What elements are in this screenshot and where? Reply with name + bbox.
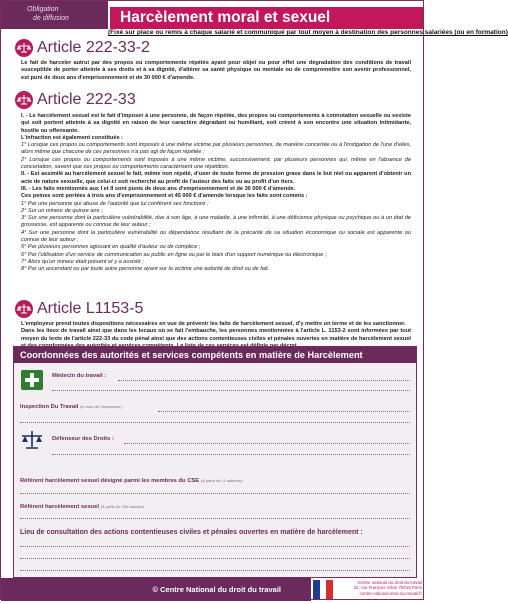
coordinates-title: Coordonnées des autorités et services compétents en matière de Harcèlement <box>14 347 416 363</box>
coordinates-box <box>13 346 417 578</box>
list-item: 8° Par un ascendant ou par toute autre personne ayant sur la victime une autorité de droit ou de fait. <box>21 266 270 273</box>
scales-icon <box>15 39 33 57</box>
article-paragraph: I. - Le harcèlement sexuel est le fait d'imposer à une personne, de façon répétée, des propos ou comportements à connotation sexuelle ou sexiste qui soit portent atteinte à sa dignité en raison de leur caractère dégradant ou humiliant, soit créent à son encontre une situation intimidante, hostile ou offensante. <box>21 113 411 134</box>
list-item: 2° Sur un mineur de quinze ans ; <box>21 207 103 214</box>
referent-label <box>20 504 147 510</box>
footer-address-line: Centre national du droit du travail <box>357 580 422 585</box>
referent-field[interactable] <box>20 518 410 519</box>
article-paragraph: L'employeur prend toutes dispositions nécessaires en vue de prévenir les faits de harcèlement sexuel, d'y mettre un terme et de les sanctionner. <box>21 321 406 327</box>
article-text-2 <box>21 113 411 274</box>
french-flag-icon <box>313 580 333 599</box>
lieu-label: Lieu de consultation des actions contentieuses civiles et pénales ouvertes en matière de harcèlement : <box>20 529 363 536</box>
footer-website-link[interactable]: centre-national-droit-du-travail.fr <box>359 590 422 596</box>
footer-address-line: 22, rue François Villon 75015 Paris <box>353 585 422 591</box>
medecin-label: Médecin du travail : <box>52 373 107 379</box>
article-paragraph: III. - Les faits mentionnés aux I et II sont punis de deux ans d'emprisonnement et de 30 000 € d'amende. <box>21 185 296 192</box>
medecin-field-line2[interactable] <box>52 390 410 391</box>
article-number: Article 222-33 <box>37 91 136 108</box>
scales-icon <box>15 300 33 318</box>
article-heading-3 <box>15 299 143 319</box>
referent-text: Référent harcèlement sexuel <box>20 504 99 510</box>
list-item: 5° Par plusieurs personnes agissant en qualité d'auteur ou de complice ; <box>21 244 201 251</box>
page-title: Harcèlement moral et sexuel <box>110 7 423 29</box>
article-number: Article 222-33-2 <box>37 39 150 56</box>
article-paragraph: Le fait de harceler autrui par des propos ou comportements répétés ayant pour objet ou pour effet une dégradation des conditions de travail susceptible de porter atteinte à ses droits et à sa dignité, d'altérer sa santé physique ou mentale ou de compromettre son avenir professionnel, est puni de deux ans d'emprisonnement et de 30 000 € d'amende. <box>21 60 411 81</box>
badge-line-1: Obligation <box>27 6 59 13</box>
list-item: 4° Sur une personne dont la particulière vulnérabilité ou dépendance résultant de la précarité de sa situation économique ou sociale est apparente ou connue de leur auteur ; <box>21 229 411 244</box>
article-paragraph: Ces peines sont portées à trois ans d'emprisonnement et 45 000 € d'amende lorsque les faits sont commis : <box>21 193 308 200</box>
list-item: 6° Par l'utilisation d'un service de communication au public en ligne ou par le biais d'un support numérique ou électronique ; <box>21 251 327 258</box>
article-paragraph: 2° Lorsque ces propos ou comportements sont imposés à une même victime, successivement, par plusieurs personnes qui, même en l'absence de concertation, savent que ces propos ou comportements caractérisent une répétition. <box>21 156 411 171</box>
list-item: 1° Par une personne qui abuse de l'autorité que lui confèrent ses fonctions ; <box>21 200 209 207</box>
lieu-field-line3[interactable] <box>20 570 410 571</box>
article-heading-1 <box>15 38 150 58</box>
article-paragraph: Dans les lieux de travail ainsi que dans les locaux où se fait l'embauche, les personnes mentionnées à l'article L. 1153-2 sont informées par tout moyen du texte de l'article 222-33 du code pénal ainsi que des actions contentieuses civiles et pénales ouvertes en matière de harcèlement sexuel <box>21 328 411 342</box>
lieu-field[interactable] <box>20 546 410 547</box>
referent-cse-field[interactable] <box>20 493 410 494</box>
lieu-field-line2[interactable] <box>20 558 410 559</box>
medical-cross-icon <box>20 369 44 391</box>
defenseur-label: Défenseur des Droits : <box>52 436 114 442</box>
page-subtitle: (Fixé sur place ou remis à chaque salarié et communiqué par tout moyen à destination des personnes salariées (ou en formation) <box>108 29 508 36</box>
referent-cse-note: (À partir de 11 salariés) : <box>200 478 245 483</box>
inspection-label <box>20 404 124 410</box>
article-number: Article L1153-5 <box>37 300 144 317</box>
article-paragraph: II. - Est assimilé au harcèlement sexuel le fait, même non répété, d'user de toute forme de pression grave dans le but réel ou apparent d'obtenir un acte de nature sexuelle, que celui-ci soit recherché au profit de l'auteur des faits ou au profit d'un tiers. <box>21 171 411 185</box>
inspection-field-line2[interactable] <box>20 422 410 423</box>
article-heading-2 <box>15 90 136 110</box>
scales-of-justice-icon <box>20 429 44 451</box>
referent-cse-label <box>20 478 244 484</box>
footer-address <box>334 580 424 596</box>
inspection-note: (et nom de l'inspecteur) : <box>79 404 124 409</box>
footer-brand: © Centre National du droit du travail <box>1 578 311 601</box>
obligation-badge <box>1 1 108 29</box>
defenseur-field-line2[interactable] <box>52 454 410 455</box>
article-paragraph: L'infraction est également constituée : <box>21 134 124 141</box>
defenseur-field[interactable] <box>124 443 410 444</box>
article-paragraph: 1° Lorsque ces propos ou comportements sont imposés à une même victime par plusieurs personnes, de manière concertée ou à l'instigation de l'une d'elles, alors même que chacune de ces personnes n'a pas agi de façon répétée ; <box>21 142 411 156</box>
footer <box>1 578 425 601</box>
header <box>1 1 508 36</box>
medecin-field[interactable] <box>118 380 410 381</box>
article-text-1 <box>21 60 411 82</box>
badge-line-2: de diffusion <box>33 15 69 22</box>
inspection-field[interactable] <box>158 411 410 412</box>
list-item: 7° Alors qu'un mineur était présent et y a assisté ; <box>21 258 144 265</box>
list-item: 3° Sur une personne dont la particulière vulnérabilité, due à son âge, à une maladie, à une infirmité, à une déficience physique ou psychique ou à un état de grossesse, est apparente ou connue de leur auteur ; <box>21 215 411 229</box>
inspection-label-text: Inspection Du Travail <box>20 404 79 410</box>
referent-cse-text: Référent harcèlement sexuel désigné parmi les membres du CSE <box>20 478 200 484</box>
scales-icon <box>15 91 33 109</box>
referent-note: (À partir de 250 salariés) : <box>100 504 147 509</box>
